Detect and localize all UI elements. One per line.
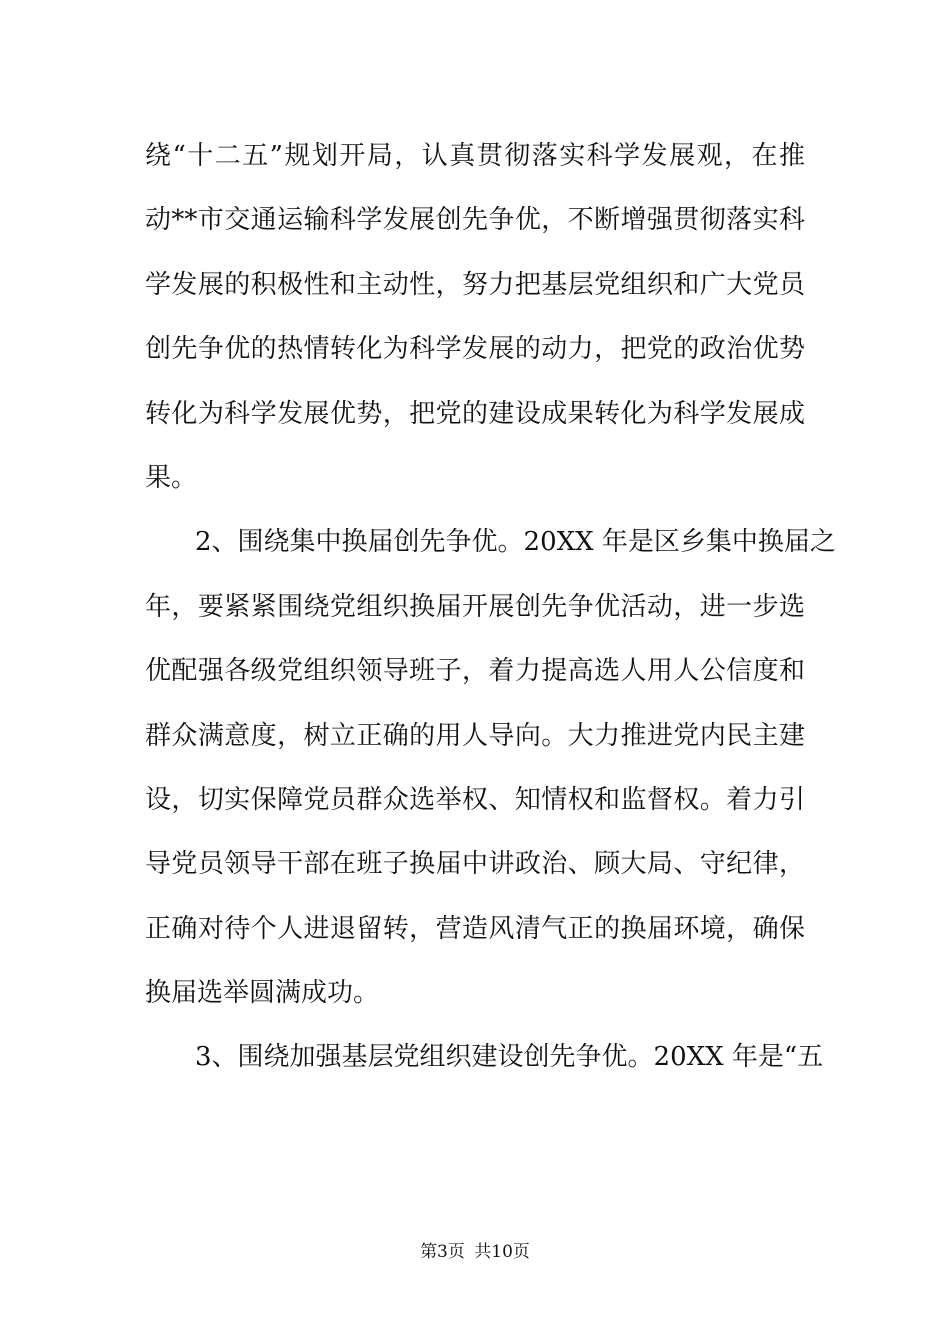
paragraph-start-line: 3、围绕加强基层党组织建设创先争优。20XX 年是“五	[195, 1042, 824, 1073]
text-line: 换届选举圆满成功。	[145, 978, 380, 1009]
page-number: 第3页	[420, 1242, 465, 1262]
text-line: 转化为科学发展优势，把党的建设成果转化为科学发展成	[145, 398, 805, 429]
text-line: 正确对待个人进退留转，营造风清气正的换届环境，确保	[145, 913, 805, 944]
text-line: 学发展的积极性和主动性，努力把基层党组织和广大党员	[145, 269, 805, 300]
text-line: 年，要紧紧围绕党组织换届开展创先争优活动，进一步选	[145, 591, 805, 622]
text-line: 导党员领导干部在班子换届中讲政治、顾大局、守纪律，	[145, 849, 805, 880]
text-line: 设，切实保障党员群众选举权、知情权和监督权。着力引	[145, 784, 805, 815]
body-text	[145, 128, 836, 1094]
page-footer	[0, 1240, 950, 1264]
text-line: 动**市交通运输科学发展创先争优，不断增强贯彻落实科	[145, 205, 805, 236]
page-total: 共10页	[474, 1242, 530, 1262]
text-line: 绕“十二五”规划开局，认真贯彻落实科学发展观，在推	[145, 141, 805, 171]
paragraph-start-line: 2、围绕集中换届创先争优。20XX 年是区乡集中换届之	[195, 527, 836, 558]
text-line: 优配强各级党组织领导班子，着力提高选人用人公信度和	[145, 656, 805, 687]
text-line: 创先争优的热情转化为科学发展的动力，把党的政治优势	[145, 334, 805, 365]
text-line: 群众满意度，树立正确的用人导向。大力推进党内民主建	[145, 720, 805, 751]
text-line: 果。	[145, 462, 198, 493]
